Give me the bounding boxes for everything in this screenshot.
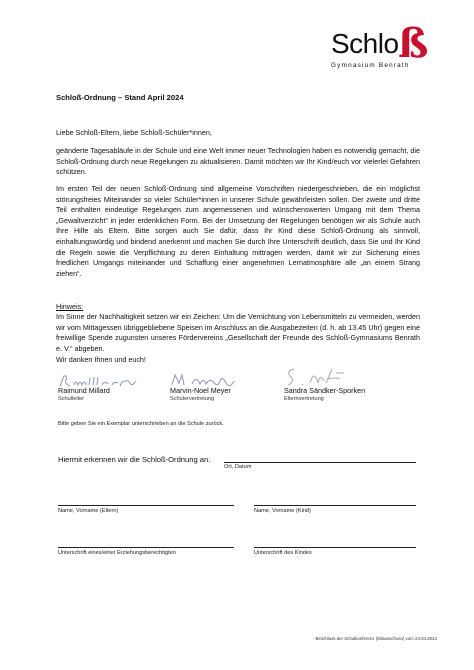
child-signature-line[interactable] bbox=[254, 547, 416, 548]
salutation: Liebe Schloß-Eltern, liebe Schloß-Schüler*innen, bbox=[56, 128, 212, 137]
guardian-signature-label: Unterschrift eines/einer Erziehungsberechtigten bbox=[58, 550, 176, 556]
signatory-name: Sandra Sändker-Sporken bbox=[284, 386, 366, 395]
logo-eszett: ß bbox=[398, 20, 429, 67]
signatory-name: Marvin-Noel Meyer bbox=[170, 386, 231, 395]
acknowledge-statement: Hiermit erkennen wir die Schloß-Ordnung an. bbox=[58, 455, 211, 464]
hinweis-heading: Hinweis: bbox=[56, 302, 84, 311]
place-date-label: Ort, Datum bbox=[224, 464, 252, 470]
signatory-name: Raimund Millard bbox=[58, 386, 110, 395]
name-child-label: Name, Vorname (Kind) bbox=[254, 508, 311, 514]
logo-wordmark: Schlo bbox=[331, 28, 399, 59]
name-child-line[interactable] bbox=[254, 505, 416, 506]
footer-note: Beschluss der Schulkonferenz (Eilausschuss) vom 24.04.2024 bbox=[315, 636, 437, 641]
signatory-role: Schülervertretung bbox=[170, 396, 215, 402]
paragraph-main: Im ersten Teil der neuen Schloß-Ordnung sind allgemeine Vorschriften niedergeschrieben, die ein möglichst störungsfreies Miteinander so vieler Schüler*innen in unserer Schule gewährleisten sollen. Der zweite und dritte Teil enthalten eindeutige Regelungen zum angemessenen und wünschenswerten Umgang mit dem Thema „Gewaltverzicht“ in jeder erdenklichen Form. Bei der Umsetzung der Regelungen benötigen wir als Schule auch Ihre Hilfe als Eltern. Bitte sorgen auch Sie dafür, dass Ihr Kind diese Schloß-Ordnung als sinnvoll, einhaltungswürdig und bindend anerkennt und machen Sie durch Ihre Unterschrift deutlich, dass Sie und Ihr Kind die Regeln sowie die Verpflichtung zu deren Einhaltung mittragen werden, damit wir zur Sicherung eines friedlichen Umgangs miteinander und Schaffung einer angenehmen Lernatmosphäre alle „an einem Strang ziehen“. bbox=[56, 184, 420, 278]
hinweis-text: Im Sinne der Nachhaltigkeit setzen wir ein Zeichen: Um die Vernichtung von Lebensmitteln zu vermeiden, werden wir vom Mittagessen übriggebliebene Speisen im Anschluss an die Ausgabezeiten (d. h. ab 13.45 Uhr) gegen eine freiwillige Spende zugunsten unseres Fördervereins „Gesellschaft der Freunde des Schloß-Gymnasiums Benrath e. V.“ abgeben. bbox=[56, 312, 420, 353]
logo-subtitle: Gymnasium Benrath bbox=[331, 62, 410, 69]
name-parents-line[interactable] bbox=[58, 505, 234, 506]
place-date-line[interactable] bbox=[224, 462, 416, 463]
child-signature-label: Unterschrift des Kindes bbox=[254, 550, 312, 556]
signatory-role: Elternvertretung bbox=[284, 396, 324, 402]
paragraph-intro: geänderte Tagesabläufe in der Schule und eine Welt immer neuer Technologien haben es notwendig gemacht, die Schloß-Ordnung durch neue Regelungen zu aktualisieren. Damit möchten wir Ihr Kind/euch vor vielerlei Gefahren schützen. bbox=[56, 146, 420, 177]
signatory-role: Schulleiter bbox=[58, 396, 85, 402]
name-parents-label: Name, Vorname (Eltern) bbox=[58, 508, 119, 514]
return-note: Bitte geben Sie ein Exemplar unterschrieben an die Schule zurück. bbox=[58, 421, 224, 427]
document-title: Schloß-Ordnung – Stand April 2024 bbox=[56, 93, 184, 102]
guardian-signature-line[interactable] bbox=[58, 547, 234, 548]
thanks-line: Wir danken Ihnen und euch! bbox=[56, 355, 146, 364]
